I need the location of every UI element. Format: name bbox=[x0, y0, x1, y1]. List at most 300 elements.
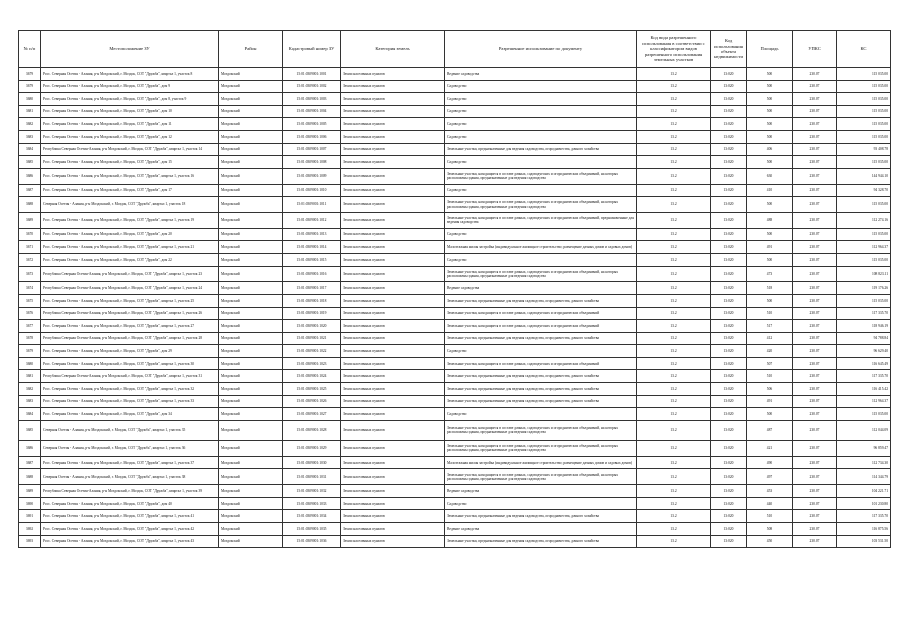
cell-cadastral: 15:01:0309001:1002 bbox=[283, 80, 341, 93]
cell-code-permitted: 13.2 bbox=[637, 441, 711, 457]
cell-code-group: 13:020 bbox=[711, 469, 747, 485]
cell-location: Росс. Северная Осетия - Алания, р-н Моздокский, г. Моздок, СОТ "Дружба", квартал 1, участок 33 bbox=[41, 395, 219, 408]
cell-code-permitted: 13.2 bbox=[637, 143, 711, 156]
cell-area: 500 bbox=[747, 228, 793, 241]
table-row bbox=[19, 105, 891, 118]
cell-no: 3682 bbox=[19, 383, 41, 396]
cell-district: Моздокский bbox=[219, 156, 283, 169]
cell-upks: 230.07 bbox=[793, 395, 837, 408]
cell-cadastral: 15:01:0309001:1006 bbox=[283, 130, 341, 143]
cell-upks: 230.07 bbox=[793, 168, 837, 184]
cell-ks: 112 964.37 bbox=[837, 241, 891, 254]
cell-permitted-use: Земельные участки, находящиеся в составе дачных, садоводческих и огороднических объединений bbox=[445, 320, 637, 333]
cell-area: 630 bbox=[747, 168, 793, 184]
cell-code-permitted: 13.2 bbox=[637, 228, 711, 241]
table-row bbox=[19, 130, 891, 143]
cell-code-group: 13:020 bbox=[711, 212, 747, 228]
cell-district: Моздокский bbox=[219, 228, 283, 241]
cell-area: 453 bbox=[747, 485, 793, 498]
cell-permitted-use: Ведение садоводства bbox=[445, 282, 637, 295]
cell-category: Земли населенных пунктов bbox=[341, 68, 445, 81]
cell-code-permitted: 13.2 bbox=[637, 485, 711, 498]
cell-no: 3680 bbox=[19, 357, 41, 370]
cell-code-permitted: 13.2 bbox=[637, 469, 711, 485]
cell-code-permitted: 13.2 bbox=[637, 241, 711, 254]
cell-code-group: 13:020 bbox=[711, 345, 747, 358]
cell-code-group: 13:020 bbox=[711, 485, 747, 498]
cell-district: Моздокский bbox=[219, 420, 283, 440]
cell-permitted-use: Малоэтажная жилая застройка (индивидуальное жилищное строительство; размещение дачных домов и садовых домов) bbox=[445, 456, 637, 469]
cell-location: Республика Северная Осетия-Алания, р-н Моздокский, г. Моздок, СОТ "Дружба", квартал 1, участок 26 bbox=[41, 307, 219, 320]
cell-category: Земли населенных пунктов bbox=[341, 357, 445, 370]
cell-cadastral: 15:01:0309001:1007 bbox=[283, 143, 341, 156]
cell-code-group: 13:020 bbox=[711, 320, 747, 333]
cell-no: 3680 bbox=[19, 93, 41, 106]
cell-area: 500 bbox=[747, 197, 793, 213]
cell-category: Земли населенных пунктов bbox=[341, 456, 445, 469]
cell-area: 506 bbox=[747, 383, 793, 396]
cell-area: 406 bbox=[747, 143, 793, 156]
cell-permitted-use: Земельные участки, находящиеся в составе дачных, садоводческих и огороднических объединений, на которых расположены здания, предназначенные для ведения садоводства bbox=[445, 266, 637, 282]
cell-area: 500 bbox=[747, 80, 793, 93]
table-row bbox=[19, 420, 891, 440]
cell-upks: 230.07 bbox=[793, 456, 837, 469]
cell-code-group: 13:020 bbox=[711, 118, 747, 131]
cell-no: 3691 bbox=[19, 510, 41, 523]
cell-cadastral: 15:01:0309001:1015 bbox=[283, 253, 341, 266]
cell-upks: 230.07 bbox=[793, 535, 837, 548]
cell-district: Моздокский bbox=[219, 357, 283, 370]
cell-no: 3675 bbox=[19, 294, 41, 307]
cell-area: 487 bbox=[747, 420, 793, 440]
table-row bbox=[19, 197, 891, 213]
table-row bbox=[19, 266, 891, 282]
cell-permitted-use: Земельные участки, предназначенные для ведения садоводства, огородничества, дачного хозяйства bbox=[445, 535, 637, 548]
cell-cadastral: 15:01:0309001:1020 bbox=[283, 320, 341, 333]
header-cadastral: Кадастровый номер ЗУ bbox=[283, 31, 341, 68]
cell-permitted-use: Садоводство bbox=[445, 184, 637, 197]
cell-location: Росс. Северная Осетия - Алания, р-н Моздокский, г. Моздок, СОТ "Дружба", дом 10 bbox=[41, 105, 219, 118]
cell-district: Моздокский bbox=[219, 143, 283, 156]
cell-no: 3689 bbox=[19, 485, 41, 498]
cell-code-group: 13:020 bbox=[711, 370, 747, 383]
cell-upks: 230.07 bbox=[793, 130, 837, 143]
cell-code-group: 13:020 bbox=[711, 130, 747, 143]
cell-cadastral: 15:01:0309001:1019 bbox=[283, 307, 341, 320]
cell-ks: 115 035.00 bbox=[837, 105, 891, 118]
cell-cadastral: 15:01:0309001:1001 bbox=[283, 68, 341, 81]
cell-cadastral: 15:01:0309001:1016 bbox=[283, 266, 341, 282]
cell-cadastral: 15:01:0309001:1004 bbox=[283, 105, 341, 118]
cell-code-permitted: 13.2 bbox=[637, 118, 711, 131]
cell-area: 510 bbox=[747, 307, 793, 320]
cell-cadastral: 15:01:0309001:1011 bbox=[283, 197, 341, 213]
cell-no: 3679 bbox=[19, 68, 41, 81]
cell-area: 440 bbox=[747, 497, 793, 510]
cell-area: 518 bbox=[747, 282, 793, 295]
cell-district: Моздокский bbox=[219, 469, 283, 485]
cell-cadastral: 15:01:0309001:1027 bbox=[283, 408, 341, 421]
cell-permitted-use: Садоводство bbox=[445, 408, 637, 421]
table-row bbox=[19, 93, 891, 106]
cell-code-permitted: 13.2 bbox=[637, 510, 711, 523]
cell-category: Земли населенных пунктов bbox=[341, 307, 445, 320]
table-row bbox=[19, 320, 891, 333]
cell-ks: 115 035.00 bbox=[837, 408, 891, 421]
cell-ks: 115 035.00 bbox=[837, 80, 891, 93]
cell-ks: 104 221.71 bbox=[837, 485, 891, 498]
cell-code-permitted: 13.2 bbox=[637, 345, 711, 358]
cell-area: 500 bbox=[747, 408, 793, 421]
cell-upks: 230.07 bbox=[793, 197, 837, 213]
cell-location: Росс. Северная Осетия - Алания, р-н Моздокский, г. Моздок, СОТ "Дружба", дом 29 bbox=[41, 345, 219, 358]
cell-no: 3687 bbox=[19, 456, 41, 469]
cell-upks: 230.07 bbox=[793, 212, 837, 228]
cell-code-permitted: 13.2 bbox=[637, 105, 711, 118]
cell-district: Моздокский bbox=[219, 68, 283, 81]
cell-area: 500 bbox=[747, 105, 793, 118]
cell-category: Земли населенных пунктов bbox=[341, 395, 445, 408]
cell-location: Росс. Северная Осетия - Алания, р-н Моздокский, г. Моздок, СОТ "Дружба", квартал 1, участок 27 bbox=[41, 320, 219, 333]
cell-location: Росс. Северная Осетия - Алания, р-н Моздокский, г. Моздок, СОТ "Дружба", квартал 1, участок 41 bbox=[41, 510, 219, 523]
cell-permitted-use: Земельные участки, предназначенные для ведения садоводства, огородничества, дачного хозяйства bbox=[445, 332, 637, 345]
table-row bbox=[19, 253, 891, 266]
cell-upks: 230.07 bbox=[793, 253, 837, 266]
cell-no: 3673 bbox=[19, 266, 41, 282]
cell-permitted-use: Земельные участки, находящиеся в составе дачных, садоводческих и огороднических объединений, на которых расположены здания, предназначенные для ведения садоводства bbox=[445, 420, 637, 440]
cell-location: Северная Осетия - Алания, р-н Моздокский, г. Моздок, СОТ "Дружба", квартал 1, участок 36 bbox=[41, 441, 219, 457]
cell-location: Северная Осетия - Алания, р-н Моздокский, г. Моздок, СОТ "Дружба", квартал 1, участок 18 bbox=[41, 197, 219, 213]
cell-location: Росс. Северная Осетия - Алания, р-н Моздокский, г. Моздок, СОТ "Дружба", дом 22 bbox=[41, 253, 219, 266]
cell-code-group: 13:020 bbox=[711, 241, 747, 254]
cell-category: Земли населенных пунктов bbox=[341, 282, 445, 295]
cell-code-group: 13:020 bbox=[711, 228, 747, 241]
cell-permitted-use: Садоводство bbox=[445, 105, 637, 118]
cell-code-permitted: 13.2 bbox=[637, 420, 711, 440]
table-row bbox=[19, 395, 891, 408]
cell-area: 507 bbox=[747, 357, 793, 370]
cell-ks: 115 035.00 bbox=[837, 93, 891, 106]
cell-no: 3686 bbox=[19, 168, 41, 184]
cell-upks: 230.07 bbox=[793, 105, 837, 118]
cell-permitted-use: Ведение садоводства bbox=[445, 68, 637, 81]
cell-ks: 112 274.16 bbox=[837, 212, 891, 228]
cell-permitted-use: Садоводство bbox=[445, 156, 637, 169]
table-row bbox=[19, 345, 891, 358]
cell-no: 3681 bbox=[19, 105, 41, 118]
cell-location: Росс. Северная Осетия - Алания, р-н Моздокский, г. Моздок, СОТ "Дружба", дом 40 bbox=[41, 497, 219, 510]
cell-area: 510 bbox=[747, 510, 793, 523]
cell-district: Моздокский bbox=[219, 345, 283, 358]
cell-district: Моздокский bbox=[219, 485, 283, 498]
table-row bbox=[19, 228, 891, 241]
cell-code-permitted: 13.2 bbox=[637, 93, 711, 106]
cell-district: Моздокский bbox=[219, 105, 283, 118]
cell-permitted-use: Садоводство bbox=[445, 345, 637, 358]
cell-ks: 115 035.00 bbox=[837, 228, 891, 241]
table-row bbox=[19, 485, 891, 498]
cell-ks: 117 335.70 bbox=[837, 370, 891, 383]
cell-upks: 230.07 bbox=[793, 80, 837, 93]
cell-location: Росс. Северная Осетия - Алания, р-н Моздокский, г. Моздок, СОТ "Дружба", дом 20 bbox=[41, 228, 219, 241]
header-code-permitted: Код вида разрешенного использования в соответствии с классификатором видов разрешенного использования земельных участков bbox=[637, 31, 711, 68]
cell-ks: 115 035.00 bbox=[837, 118, 891, 131]
cell-ks: 96 859.47 bbox=[837, 441, 891, 457]
cell-upks: 230.07 bbox=[793, 228, 837, 241]
cell-code-permitted: 13.2 bbox=[637, 523, 711, 536]
cell-no: 3690 bbox=[19, 497, 41, 510]
cell-upks: 230.07 bbox=[793, 320, 837, 333]
cell-area: 500 bbox=[747, 118, 793, 131]
cell-code-group: 13:020 bbox=[711, 523, 747, 536]
cell-code-permitted: 13.2 bbox=[637, 130, 711, 143]
cell-ks: 112 734.30 bbox=[837, 456, 891, 469]
table-row bbox=[19, 441, 891, 457]
cell-cadastral: 15:01:0309001:1026 bbox=[283, 395, 341, 408]
cell-category: Земли населенных пунктов bbox=[341, 294, 445, 307]
cell-category: Земли населенных пунктов bbox=[341, 420, 445, 440]
cell-district: Моздокский bbox=[219, 456, 283, 469]
cell-permitted-use: Садоводство bbox=[445, 118, 637, 131]
cell-code-group: 13:020 bbox=[711, 383, 747, 396]
cell-upks: 230.07 bbox=[793, 93, 837, 106]
cell-ks: 108 823.11 bbox=[837, 266, 891, 282]
cell-category: Земли населенных пунктов bbox=[341, 383, 445, 396]
cell-area: 421 bbox=[747, 441, 793, 457]
table-row bbox=[19, 168, 891, 184]
cell-district: Моздокский bbox=[219, 535, 283, 548]
cell-no: 3693 bbox=[19, 535, 41, 548]
cell-code-permitted: 13.2 bbox=[637, 408, 711, 421]
cell-category: Земли населенных пунктов bbox=[341, 408, 445, 421]
table-row bbox=[19, 408, 891, 421]
cell-cadastral: 15:01:0309001:1025 bbox=[283, 383, 341, 396]
cell-ks: 93 408.78 bbox=[837, 143, 891, 156]
cell-ks: 115 035.00 bbox=[837, 294, 891, 307]
cell-permitted-use: Садоводство bbox=[445, 253, 637, 266]
header-location: Местоположение ЗУ bbox=[41, 31, 219, 68]
cell-cadastral: 15:01:0309001:1008 bbox=[283, 156, 341, 169]
cell-no: 3677 bbox=[19, 320, 41, 333]
cell-category: Земли населенных пунктов bbox=[341, 105, 445, 118]
cell-district: Моздокский bbox=[219, 197, 283, 213]
cell-permitted-use: Земельные участки, находящиеся в составе дачных, садоводческих и огороднических объединений, предназначенные для ведения садоводства bbox=[445, 212, 637, 228]
cell-location: Росс. Северная Осетия - Алания, р-н Моздокский, г. Моздок, СОТ "Дружба", квартал 1, участок 16 bbox=[41, 168, 219, 184]
cell-ks: 101 230.80 bbox=[837, 497, 891, 510]
cell-area: 500 bbox=[747, 68, 793, 81]
cell-upks: 230.07 bbox=[793, 184, 837, 197]
cell-cadastral: 15:01:0309001:1024 bbox=[283, 370, 341, 383]
cell-permitted-use: Земельные участки, предназначенные для ведения садоводства, огородничества, дачного хозяйства bbox=[445, 395, 637, 408]
header-district: Район bbox=[219, 31, 283, 68]
cell-district: Моздокский bbox=[219, 93, 283, 106]
cell-permitted-use: Земельные участки, предназначенные для ведения садоводства, огородничества, дачного хозяйства bbox=[445, 383, 637, 396]
cell-no: 3684 bbox=[19, 408, 41, 421]
table-body bbox=[19, 68, 891, 548]
cell-ks: 115 035.00 bbox=[837, 253, 891, 266]
cell-cadastral: 15:01:0309001:1010 bbox=[283, 184, 341, 197]
cell-category: Земли населенных пунктов bbox=[341, 485, 445, 498]
cell-code-permitted: 13.2 bbox=[637, 184, 711, 197]
cell-location: Росс. Северная Осетия - Алания, р-н Моздокский, г. Моздок, СОТ "Дружба", квартал 1, участок 42 bbox=[41, 523, 219, 536]
cell-ks: 116 875.56 bbox=[837, 523, 891, 536]
cell-district: Моздокский bbox=[219, 510, 283, 523]
cell-category: Земли населенных пунктов bbox=[341, 253, 445, 266]
table-row bbox=[19, 184, 891, 197]
table-row bbox=[19, 383, 891, 396]
header-permitted-use: Разрешенное использование по документу bbox=[445, 31, 637, 68]
cell-no: 3687 bbox=[19, 184, 41, 197]
cell-code-permitted: 13.2 bbox=[637, 370, 711, 383]
cell-code-permitted: 13.2 bbox=[637, 357, 711, 370]
cell-area: 500 bbox=[747, 156, 793, 169]
cell-location: Росс. Северная Осетия - Алания, р-н Моздокский, г. Моздок, СОТ "Дружба", квартал 1, участок 37 bbox=[41, 456, 219, 469]
cell-district: Моздокский bbox=[219, 441, 283, 457]
cell-upks: 230.07 bbox=[793, 332, 837, 345]
cell-ks: 117 335.70 bbox=[837, 307, 891, 320]
cell-area: 473 bbox=[747, 266, 793, 282]
cell-code-permitted: 13.2 bbox=[637, 332, 711, 345]
cell-category: Земли населенных пунктов bbox=[341, 156, 445, 169]
cell-district: Моздокский bbox=[219, 332, 283, 345]
cell-ks: 96 629.40 bbox=[837, 345, 891, 358]
table-row bbox=[19, 118, 891, 131]
cell-code-group: 13:020 bbox=[711, 395, 747, 408]
cell-code-group: 13:020 bbox=[711, 80, 747, 93]
cell-cadastral: 15:01:0309001:1012 bbox=[283, 212, 341, 228]
cell-category: Земли населенных пунктов bbox=[341, 320, 445, 333]
cell-district: Моздокский bbox=[219, 118, 283, 131]
cell-category: Земли населенных пунктов bbox=[341, 510, 445, 523]
table-row bbox=[19, 535, 891, 548]
cell-district: Моздокский bbox=[219, 241, 283, 254]
cell-cadastral: 15:01:0309001:1033 bbox=[283, 497, 341, 510]
cell-category: Земли населенных пунктов bbox=[341, 184, 445, 197]
cell-location: Росс. Северная Осетия - Алания, р-н Моздокский, г. Моздок, СОТ "Дружба", дом 34 bbox=[41, 408, 219, 421]
cell-area: 500 bbox=[747, 93, 793, 106]
cell-code-permitted: 13.2 bbox=[637, 253, 711, 266]
cell-district: Моздокский bbox=[219, 408, 283, 421]
cell-district: Моздокский bbox=[219, 253, 283, 266]
cell-no: 3685 bbox=[19, 420, 41, 440]
cell-district: Моздокский bbox=[219, 383, 283, 396]
cell-code-permitted: 13.2 bbox=[637, 156, 711, 169]
cell-location: Росс. Северная Осетия - Алания, р-н Моздокский, г. Моздок, СОТ "Дружба", дом 15 bbox=[41, 156, 219, 169]
cell-code-group: 13:020 bbox=[711, 408, 747, 421]
cell-upks: 230.07 bbox=[793, 408, 837, 421]
cell-ks: 103 531.50 bbox=[837, 535, 891, 548]
cell-location: Росс. Северная Осетия - Алания, р-н Моздокский, г. Моздок, СОТ "Дружба", квартал 1, участок 43 bbox=[41, 535, 219, 548]
cell-district: Моздокский bbox=[219, 266, 283, 282]
table-row bbox=[19, 241, 891, 254]
cell-no: 3670 bbox=[19, 228, 41, 241]
cell-ks: 119 176.26 bbox=[837, 282, 891, 295]
cell-cadastral: 15:01:0309001:1005 bbox=[283, 118, 341, 131]
cell-code-group: 13:020 bbox=[711, 253, 747, 266]
cell-cadastral: 15:01:0309001:1022 bbox=[283, 345, 341, 358]
cell-no: 3683 bbox=[19, 130, 41, 143]
cell-upks: 230.07 bbox=[793, 241, 837, 254]
cell-permitted-use: Садоводство bbox=[445, 497, 637, 510]
cell-location: Северная Осетия - Алания, р-н Моздокский, г. Моздок, СОТ "Дружба", квартал 1, участок 38 bbox=[41, 469, 219, 485]
cell-code-group: 13:020 bbox=[711, 93, 747, 106]
register-sheet bbox=[18, 30, 890, 548]
cell-upks: 230.07 bbox=[793, 118, 837, 131]
cell-upks: 230.07 bbox=[793, 370, 837, 383]
table-row bbox=[19, 80, 891, 93]
cell-no: 3676 bbox=[19, 307, 41, 320]
cell-no: 3684 bbox=[19, 143, 41, 156]
cell-code-permitted: 13.2 bbox=[637, 80, 711, 93]
header-code-group: Код использования объекта недвижимости bbox=[711, 31, 747, 68]
cell-ks: 114 344.79 bbox=[837, 469, 891, 485]
cell-code-group: 13:020 bbox=[711, 332, 747, 345]
cell-category: Земли населенных пунктов bbox=[341, 197, 445, 213]
cell-location: Росс. Северная Осетия - Алания, р-н Моздокский, г. Моздок, СОТ "Дружба", дом 11 bbox=[41, 118, 219, 131]
cell-cadastral: 15:01:0309001:1029 bbox=[283, 441, 341, 457]
cell-location: Республика Северная Осетия-Алания, р-н Моздокский, г. Моздок, СОТ "Дружба", квартал 1, участок 14 bbox=[41, 143, 219, 156]
cell-code-permitted: 13.2 bbox=[637, 294, 711, 307]
cell-code-group: 13:020 bbox=[711, 68, 747, 81]
cell-upks: 230.07 bbox=[793, 441, 837, 457]
cell-permitted-use: Земельные участки, находящиеся в составе дачных, садоводческих и огороднических объединений, на которых расположены здания, предназначенные для ведения садоводства bbox=[445, 469, 637, 485]
cell-no: 3692 bbox=[19, 523, 41, 536]
cell-category: Земли населенных пунктов bbox=[341, 168, 445, 184]
cell-category: Земли населенных пунктов bbox=[341, 118, 445, 131]
cell-code-permitted: 13.2 bbox=[637, 307, 711, 320]
cell-area: 490 bbox=[747, 456, 793, 469]
cell-upks: 230.07 bbox=[793, 345, 837, 358]
cell-district: Моздокский bbox=[219, 307, 283, 320]
cell-ks: 118 946.19 bbox=[837, 320, 891, 333]
cell-cadastral: 15:01:0309001:1031 bbox=[283, 469, 341, 485]
cell-code-group: 13:020 bbox=[711, 282, 747, 295]
cell-no: 3688 bbox=[19, 469, 41, 485]
table-row bbox=[19, 212, 891, 228]
cell-district: Моздокский bbox=[219, 497, 283, 510]
cell-ks: 115 035.00 bbox=[837, 130, 891, 143]
cell-cadastral: 15:01:0309001:1003 bbox=[283, 93, 341, 106]
cell-category: Земли населенных пунктов bbox=[341, 143, 445, 156]
cell-no: 3686 bbox=[19, 441, 41, 457]
cell-category: Земли населенных пунктов bbox=[341, 228, 445, 241]
cell-area: 412 bbox=[747, 332, 793, 345]
cell-code-permitted: 13.2 bbox=[637, 282, 711, 295]
cell-upks: 230.07 bbox=[793, 143, 837, 156]
cell-upks: 230.07 bbox=[793, 282, 837, 295]
cell-code-group: 13:020 bbox=[711, 535, 747, 548]
cell-category: Земли населенных пунктов bbox=[341, 80, 445, 93]
cell-permitted-use: Земельные участки, предназначенные для ведения садоводства, огородничества, дачного хозяйства bbox=[445, 294, 637, 307]
cell-area: 508 bbox=[747, 523, 793, 536]
cell-cadastral: 15:01:0309001:1018 bbox=[283, 294, 341, 307]
cell-location: Росс. Северная Осетия - Алания, р-н Моздокский, г. Моздок, СОТ "Дружба", квартал 1, участок 19 bbox=[41, 212, 219, 228]
cell-location: Росс. Северная Осетия - Алания, р-н Моздокский, г. Моздок, СОТ "Дружба", квартал 1, участок 25 bbox=[41, 294, 219, 307]
cell-location: Республика Северная Осетия-Алания, р-н Моздокский, г. Моздок, СОТ "Дружба", квартал 1, участок 39 bbox=[41, 485, 219, 498]
cell-ks: 115 035.00 bbox=[837, 197, 891, 213]
cell-cadastral: 15:01:0309001:1035 bbox=[283, 523, 341, 536]
header-area: Площадь bbox=[747, 31, 793, 68]
cell-area: 500 bbox=[747, 130, 793, 143]
cell-location: Северная Осетия - Алания, р-н Моздокский, г. Моздок, СОТ "Дружба", квартал 1, участок 35 bbox=[41, 420, 219, 440]
table-row bbox=[19, 510, 891, 523]
cell-ks: 117 335.70 bbox=[837, 510, 891, 523]
cell-code-group: 13:020 bbox=[711, 307, 747, 320]
cell-code-permitted: 13.2 bbox=[637, 212, 711, 228]
cell-location: Росс. Северная Осетия - Алания, р-н Моздокский, г. Моздок, СОТ "Дружба", дом 8, участок 9 bbox=[41, 93, 219, 106]
cell-permitted-use: Садоводство bbox=[445, 80, 637, 93]
cell-category: Земли населенных пунктов bbox=[341, 266, 445, 282]
